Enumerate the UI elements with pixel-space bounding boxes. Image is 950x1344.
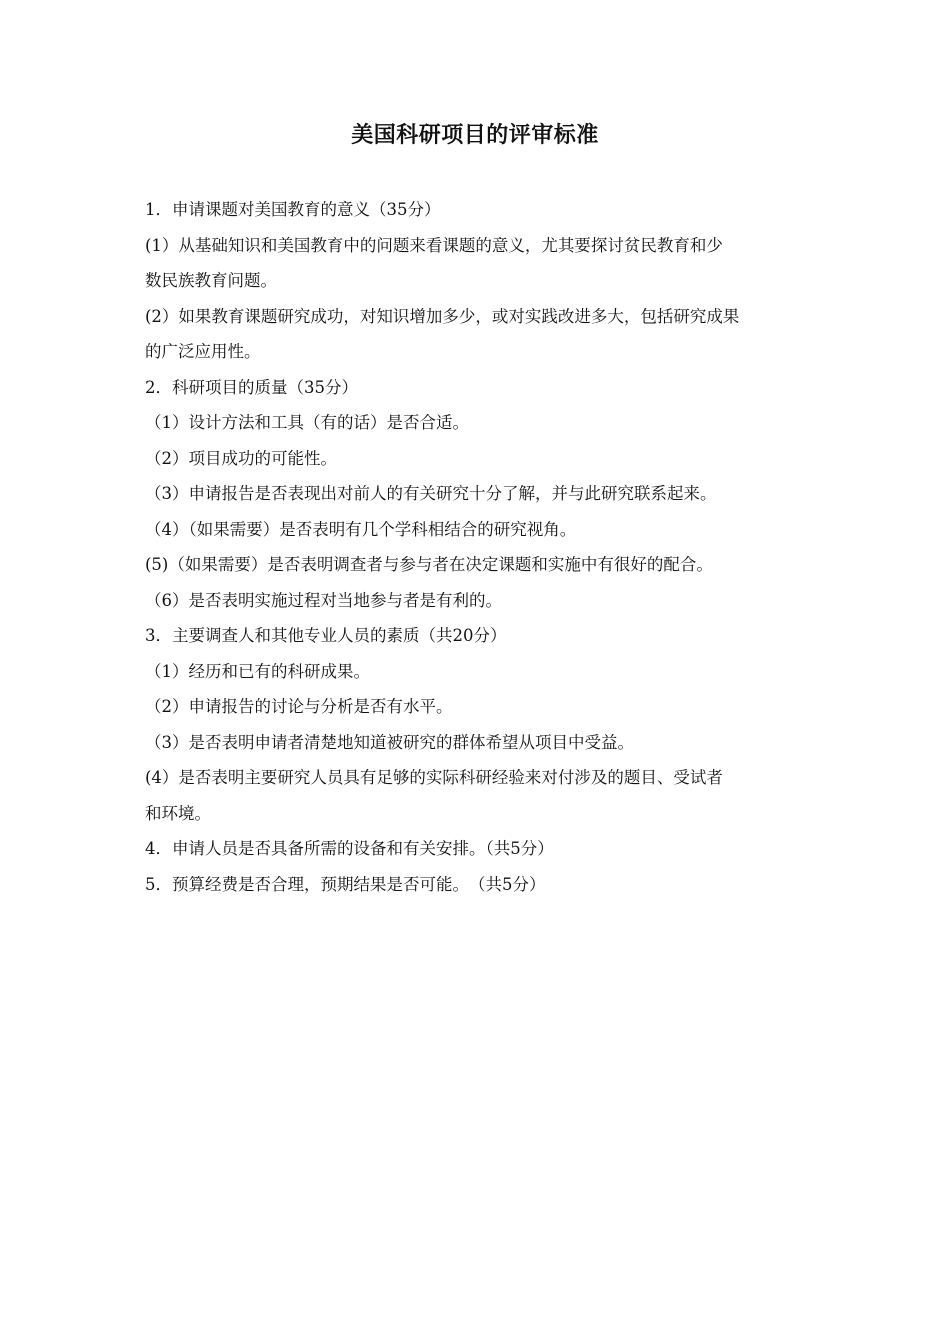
paragraph-line: (5)（如果需要）是否表明调查者与参与者在决定课题和实施中有很好的配合。 [145, 555, 713, 574]
paragraph-line: （1）设计方法和工具（有的话）是否合适。 [145, 413, 469, 432]
section-heading-4: 4．申请人员是否具备所需的设备和有关安排。（共5分） [145, 839, 554, 858]
section-heading-1: 1．申请课题对美国教育的意义（35分） [145, 200, 441, 219]
paragraph-line: （2）申请报告的讨论与分析是否有水平。 [145, 697, 453, 716]
section-heading-2: 2．科研项目的质量（35分） [145, 377, 358, 397]
paragraph-line: 和环境。 [145, 803, 211, 823]
paragraph-line: (4）是否表明主要研究人员具有足够的实际科研经验来对付涉及的题目、受试者 [145, 768, 723, 787]
section-heading-3: 3．主要调查人和其他专业人员的素质（共20分） [145, 626, 507, 645]
document-body [145, 192, 810, 902]
paragraph-line: (2）如果教育课题研究成功，对知识增加多少，或对实践改进多大，包括研究成果 [145, 306, 740, 326]
paragraph-line: （6）是否表明实施过程对当地参与者是有利的。 [145, 590, 502, 610]
document-title: 美国科研项目的评审标准 [351, 123, 599, 148]
paragraph-line: （2）项目成功的可能性。 [145, 448, 337, 468]
paragraph-line: （3）申请报告是否表现出对前人的有关研究十分了解，并与此研究联系起来。 [145, 484, 717, 503]
paragraph-line: 的广泛应用性。 [145, 342, 261, 361]
section-heading-5: 5．预算经费是否合理，预期结果是否可能。 （共5分） [145, 874, 546, 894]
paragraph-line: (1）从基础知识和美国教育中的问题来看课题的意义，尤其要探讨贫民教育和少 [145, 235, 723, 255]
paragraph-line: （1）经历和已有的科研成果。 [145, 661, 370, 681]
paragraph-line: （4）（如果需要）是否表明有几个学科相结合的研究视角。 [145, 519, 577, 539]
paragraph-line: （3）是否表明申请者清楚地知道被研究的群体希望从项目中受益。 [145, 732, 634, 752]
paragraph-line: 数民族教育问题。 [145, 271, 277, 290]
